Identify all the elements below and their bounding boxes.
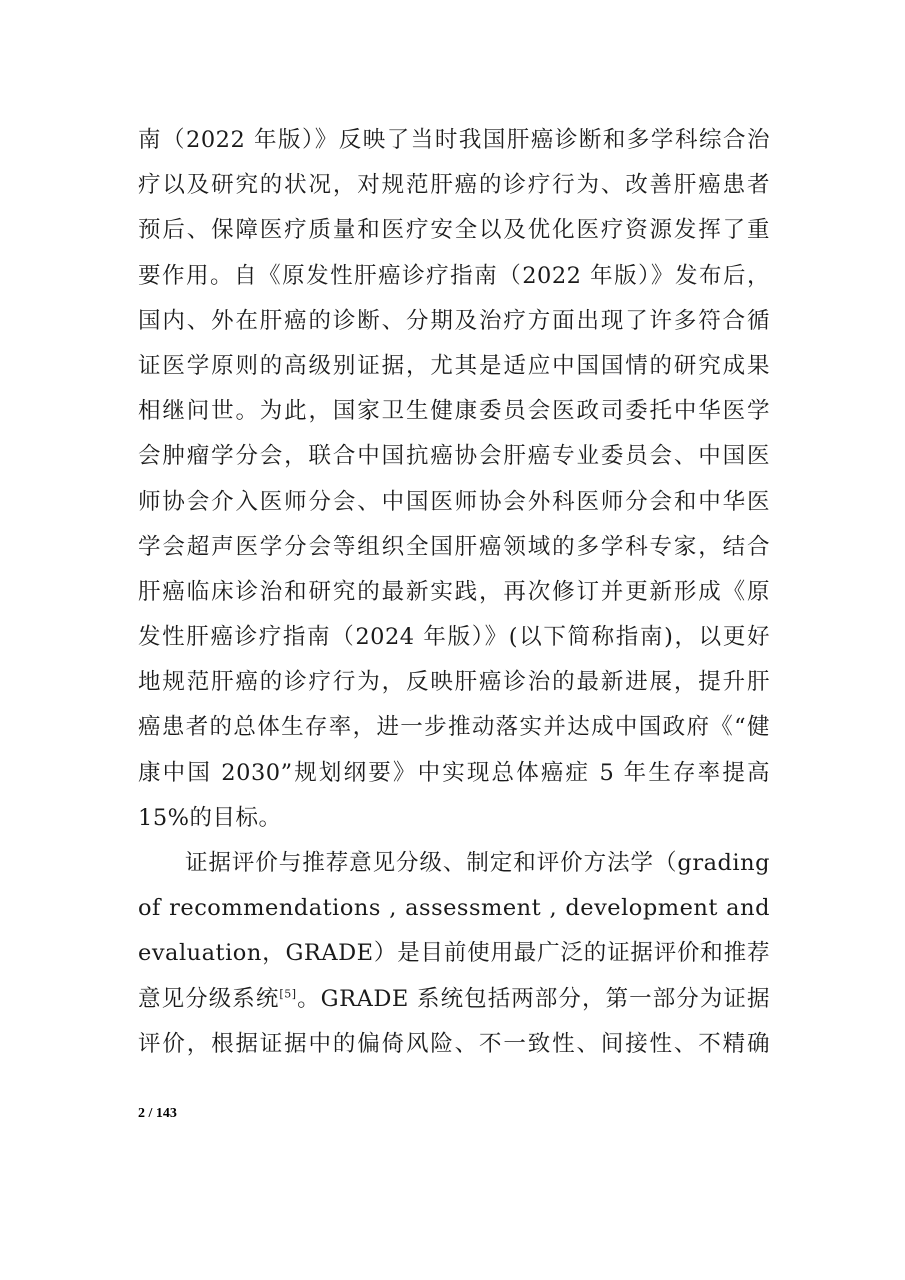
text-line: 肝癌临床诊治和研究的最新实践，再次修订并更新形成《原	[138, 578, 770, 605]
text-line: 南（2022 年版）》反映了当时我国肝癌诊断和多学科综合治	[138, 127, 770, 153]
text-segment: 。GRADE 系统包括两部分，第一部分为证据	[296, 985, 770, 1012]
text-line: 证医学原则的高级别证据，尤其是适应中国国情的研究成果	[138, 352, 770, 379]
paragraph-1	[138, 118, 770, 841]
text-line: 会肿瘤学分会，联合中国抗癌协会肝癌专业委员会、中国医	[138, 443, 770, 470]
body-text	[138, 118, 770, 1067]
text-line: evaluation，GRADE）是目前使用最广泛的证据评价和推荐	[138, 940, 770, 967]
text-line: 学会超声医学分会等组织全国肝癌领域的多学科专家，结合	[138, 533, 770, 560]
page-number: 2 / 143	[138, 1106, 177, 1121]
citation-ref: [5]	[279, 987, 297, 1001]
text-line: 证据评价与推荐意见分级、制定和评价方法学（grading	[185, 850, 770, 876]
text-line: 疗以及研究的状况，对规范肝癌的诊疗行为、改善肝癌患者	[138, 172, 770, 199]
text-line: 预后、保障医疗质量和医疗安全以及优化医疗资源发挥了重	[138, 217, 770, 244]
paragraph-2	[138, 841, 770, 1067]
text-line: 15%的目标。	[138, 804, 282, 831]
text-line: of recommendations , assessment , development and	[138, 895, 770, 922]
text-segment: 意见分级系统	[138, 985, 280, 1012]
text-line: 评价，根据证据中的偏倚风险、不一致性、间接性、不精确	[138, 1030, 770, 1057]
text-line: 康中国 2030”规划纲要》中实现总体癌症 5 年生存率提高	[138, 759, 770, 786]
text-line-with-citation	[138, 977, 770, 1022]
text-line: 国内、外在肝癌的诊断、分期及治疗方面出现了许多符合循	[138, 307, 770, 334]
text-line: 癌患者的总体生存率，进一步推动落实并达成中国政府《“健	[138, 714, 770, 741]
text-line: 要作用。自《原发性肝癌诊疗指南（2022 年版）》发布后，	[138, 262, 770, 289]
text-line: 师协会介入医师分会、中国医师协会外科医师分会和中华医	[138, 488, 770, 515]
text-line: 发性肝癌诊疗指南（2024 年版）》(以下简称指南)，以更好	[138, 624, 770, 651]
text-line: 地规范肝癌的诊疗行为，反映肝癌诊治的最新进展，提升肝	[138, 669, 770, 696]
text-line: 相继问世。为此，国家卫生健康委员会医政司委托中华医学	[138, 398, 770, 425]
